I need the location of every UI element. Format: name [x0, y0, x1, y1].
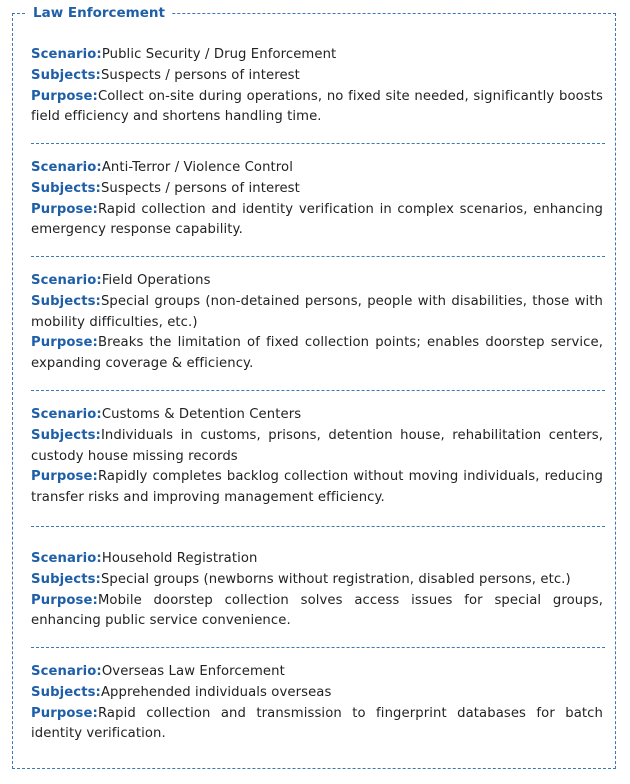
- scenario-label: Scenario:: [31, 407, 102, 422]
- scenario-value: Customs & Detention Centers: [101, 407, 302, 422]
- purpose-line: [31, 200, 603, 242]
- subjects-value: Special groups (non-detained persons, people with disabilities, those with mobility difficulties, etc.): [31, 293, 603, 330]
- subjects-line: [31, 66, 603, 87]
- separator: [31, 143, 605, 144]
- separator: [31, 256, 605, 257]
- purpose-label: Purpose:: [31, 201, 98, 217]
- subjects-label: Subjects:: [31, 67, 101, 83]
- purpose-value: Rapidly completes backlog collection without moving individuals, reducing transfer risks and improving management efficiency.: [31, 469, 603, 506]
- scenario-value: Public Security / Drug Enforcement: [101, 47, 337, 62]
- scenario-label: Scenario:: [31, 551, 102, 566]
- purpose-label: Purpose:: [31, 88, 98, 104]
- subjects-value: Suspects / persons of interest: [100, 180, 300, 196]
- purpose-line: [31, 467, 603, 509]
- scenario-line: [31, 45, 603, 66]
- scenario-value: Field Operations: [101, 273, 211, 288]
- subjects-value: Individuals in customs, prisons, detention house, rehabilitation centers, custody house missing records: [31, 427, 603, 464]
- subjects-line: [31, 426, 603, 468]
- scenario-line: [31, 549, 603, 570]
- entry-customs-detention: [31, 405, 603, 509]
- entry-public-security: [31, 45, 603, 128]
- subjects-line: [31, 570, 603, 591]
- purpose-line: [31, 591, 603, 633]
- purpose-value: Mobile doorstep collection solves access issues for special groups, enhancing public service convenience.: [31, 592, 603, 629]
- panel-title: Law Enforcement: [26, 4, 172, 22]
- purpose-label: Purpose:: [31, 705, 98, 721]
- scenario-value: Household Registration: [101, 551, 258, 566]
- purpose-label: Purpose:: [31, 335, 98, 351]
- purpose-label: Purpose:: [31, 592, 98, 608]
- purpose-value: Rapid collection and transmission to fingerprint databases for batch identity verification.: [31, 705, 603, 742]
- subjects-value: Special groups (newborns without registration, disabled persons, etc.): [100, 571, 571, 587]
- scenario-label: Scenario:: [31, 273, 102, 288]
- purpose-value: Breaks the limitation of fixed collection points; enables doorstep service, expanding coverage & efficiency.: [31, 335, 603, 372]
- subjects-label: Subjects:: [31, 571, 101, 587]
- separator: [31, 390, 605, 391]
- subjects-line: [31, 179, 603, 200]
- scenario-line: [31, 405, 603, 426]
- entry-anti-terror: [31, 158, 603, 241]
- purpose-line: [31, 333, 603, 375]
- entry-field-operations: [31, 271, 603, 375]
- subjects-label: Subjects:: [31, 427, 101, 443]
- subjects-line: [31, 292, 603, 334]
- separator: [31, 526, 605, 527]
- subjects-value: Suspects / persons of interest: [100, 67, 300, 83]
- scenario-value: Overseas Law Enforcement: [101, 664, 285, 679]
- purpose-line: [31, 87, 603, 129]
- subjects-label: Subjects:: [31, 293, 101, 309]
- scenario-label: Scenario:: [31, 160, 102, 175]
- scenario-label: Scenario:: [31, 664, 102, 679]
- scenario-line: [31, 271, 603, 292]
- entry-household-registration: [31, 549, 603, 632]
- scenario-line: [31, 158, 603, 179]
- purpose-value: Rapid collection and identity verification in complex scenarios, enhancing emergency response capability.: [31, 201, 603, 238]
- subjects-label: Subjects:: [31, 180, 101, 196]
- subjects-value: Apprehended individuals overseas: [100, 684, 332, 700]
- scenario-line: [31, 662, 603, 683]
- subjects-label: Subjects:: [31, 684, 101, 700]
- scenario-label: Scenario:: [31, 47, 102, 62]
- scenario-value: Anti-Terror / Violence Control: [101, 160, 293, 175]
- separator: [31, 647, 605, 648]
- purpose-value: Collect on-site during operations, no fixed site needed, significantly boosts field efficiency and shortens handling time.: [31, 88, 603, 125]
- purpose-label: Purpose:: [31, 469, 98, 485]
- entry-overseas-law-enforcement: [31, 662, 603, 745]
- purpose-line: [31, 704, 603, 746]
- subjects-line: [31, 683, 603, 704]
